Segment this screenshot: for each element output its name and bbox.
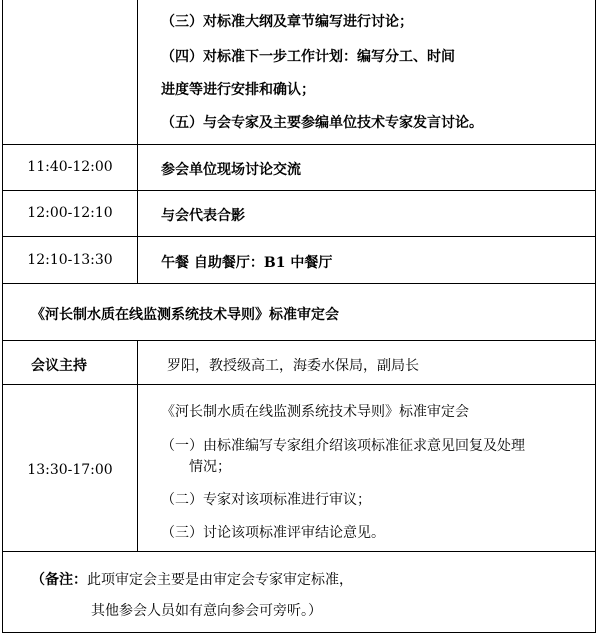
note-line-1 (31, 569, 353, 589)
section-title: 《河长制水质在线监测系统技术导则》标准审定会 (31, 307, 339, 323)
host-value (167, 355, 419, 375)
content-cell: 与会代表合影 (161, 208, 245, 224)
review-item-1-cont: 情况； (189, 459, 231, 475)
note-line-2: 其他参会人员如有意向参会可旁听。） (91, 603, 322, 619)
schedule-row (3, 145, 595, 191)
time-cell: 13:30-17:00 (27, 462, 113, 478)
review-item-3: （三）讨论该项标准评审结论意见。 (161, 525, 385, 541)
schedule-row (3, 191, 595, 237)
discussion-item-5: （五）与会专家及主要参编单位技术专家发言讨论。 (161, 115, 483, 131)
time-cell: 12:10-13:30 (27, 252, 113, 268)
time-cell: 12:00-12:10 (27, 205, 113, 221)
discussion-item-3: （三）对标准大纲及章节编写进行讨论； (161, 14, 413, 30)
content-cell: 参会单位现场讨论交流 (161, 162, 301, 178)
section-title-row (3, 284, 595, 341)
column-divider (137, 385, 138, 551)
agenda-table (2, 0, 596, 633)
discussion-row (3, 0, 595, 145)
discussion-item-4: （四）对标准下一步工作计划：编写分工、时间 (161, 49, 455, 65)
content-cell: 午餐 自助餐厅：B1 中餐厅 (161, 255, 333, 271)
host-label: 会议主持 (31, 358, 87, 374)
review-item-2: （二）专家对该项标准进行审议； (161, 492, 371, 508)
column-divider (137, 145, 138, 190)
review-item-1: （一）由标准编写专家组介绍该项标准征求意见回复及处理 (161, 438, 525, 454)
review-title: 《河长制水质在线监测系统技术导则》标准审定会 (161, 404, 469, 420)
column-divider (137, 237, 138, 283)
column-divider (137, 191, 138, 236)
column-divider (137, 341, 138, 384)
host-value-text: 罗阳，教授级高工，海委水保局，副局长 (167, 358, 419, 374)
time-cell: 11:40-12:00 (27, 159, 113, 175)
column-divider (137, 0, 138, 144)
note-text: 此项审定会主要是由审定会专家审定标准， (87, 572, 353, 588)
review-row (3, 385, 595, 552)
host-row (3, 341, 595, 385)
discussion-item-4-cont: 进度等进行安排和确认； (161, 82, 315, 98)
note-prefix: （备注： (31, 572, 87, 588)
note-row (3, 552, 595, 633)
schedule-row (3, 237, 595, 284)
